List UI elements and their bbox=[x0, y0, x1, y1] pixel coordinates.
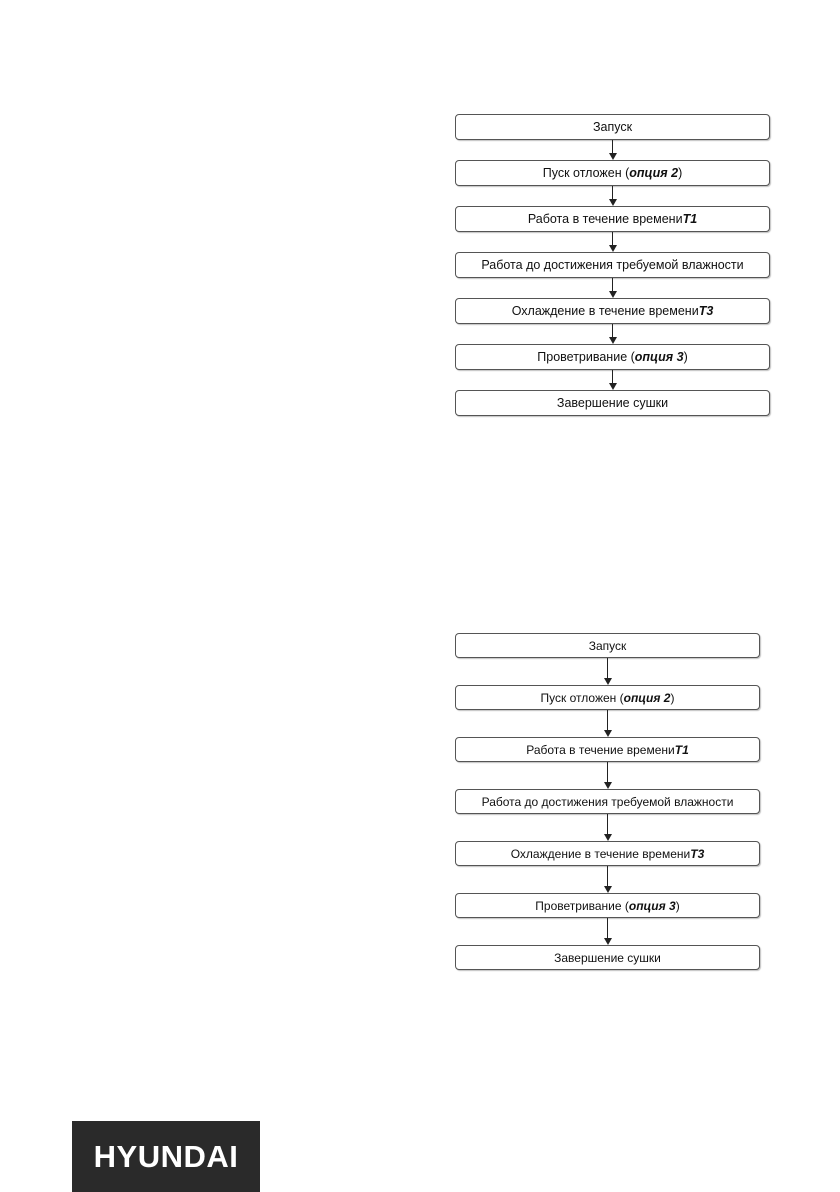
step-option: опция 3 bbox=[628, 898, 676, 913]
step-option: опция 2 bbox=[623, 690, 671, 705]
step-option: опция 3 bbox=[634, 350, 684, 364]
step-label: Охлаждение в течение времени bbox=[510, 846, 691, 861]
step-cooling-t3 bbox=[455, 298, 770, 324]
arrow-down bbox=[455, 710, 760, 737]
step-ventilation bbox=[455, 344, 770, 370]
step-label: Проветривание ( bbox=[537, 350, 635, 364]
step-label: Пуск отложен ( bbox=[542, 166, 630, 180]
flowchart-bottom bbox=[455, 633, 760, 970]
step-run-t1 bbox=[455, 206, 770, 232]
arrow-down bbox=[455, 918, 760, 945]
step-label: Работа до достижения требуемой влажности bbox=[481, 258, 744, 272]
step-run-humidity bbox=[455, 252, 770, 278]
step-option: опция 2 bbox=[629, 166, 679, 180]
arrow-down bbox=[455, 762, 760, 789]
step-label-suffix: ) bbox=[675, 898, 680, 913]
step-label: Работа до достижения требуемой влажности bbox=[481, 794, 734, 809]
step-label: Работа в течение времени bbox=[526, 742, 675, 757]
step-cooling-t3 bbox=[455, 841, 760, 866]
step-param: T1 bbox=[674, 742, 689, 757]
hyundai-logo bbox=[72, 1121, 260, 1192]
step-label-suffix: ) bbox=[683, 350, 688, 364]
arrow-down bbox=[455, 324, 770, 344]
step-param: T3 bbox=[690, 846, 705, 861]
step-label: Запуск bbox=[592, 120, 633, 134]
logo-text: HYUNDAI bbox=[93, 1138, 239, 1174]
step-label: Запуск bbox=[588, 638, 627, 653]
step-run-humidity bbox=[455, 789, 760, 814]
step-delayed-start bbox=[455, 685, 760, 710]
step-label: Работа в течение времени bbox=[527, 212, 683, 226]
arrow-down bbox=[455, 278, 770, 298]
arrow-down bbox=[455, 186, 770, 206]
arrow-down bbox=[455, 140, 770, 160]
step-ventilation bbox=[455, 893, 760, 918]
step-param: T1 bbox=[682, 212, 698, 226]
step-label: Проветривание ( bbox=[535, 898, 629, 913]
step-start bbox=[455, 114, 770, 140]
step-param: T3 bbox=[698, 304, 714, 318]
step-label-suffix: ) bbox=[678, 166, 683, 180]
step-label: Завершение сушки bbox=[554, 950, 661, 965]
step-label: Охлаждение в течение времени bbox=[511, 304, 699, 318]
step-finish bbox=[455, 945, 760, 970]
step-label: Завершение сушки bbox=[556, 396, 669, 410]
step-finish bbox=[455, 390, 770, 416]
step-delayed-start bbox=[455, 160, 770, 186]
arrow-down bbox=[455, 866, 760, 893]
flowchart-top bbox=[455, 114, 770, 416]
arrow-down bbox=[455, 814, 760, 841]
arrow-down bbox=[455, 658, 760, 685]
step-label: Пуск отложен ( bbox=[540, 690, 624, 705]
step-start bbox=[455, 633, 760, 658]
arrow-down bbox=[455, 370, 770, 390]
step-label-suffix: ) bbox=[670, 690, 675, 705]
arrow-down bbox=[455, 232, 770, 252]
step-run-t1 bbox=[455, 737, 760, 762]
